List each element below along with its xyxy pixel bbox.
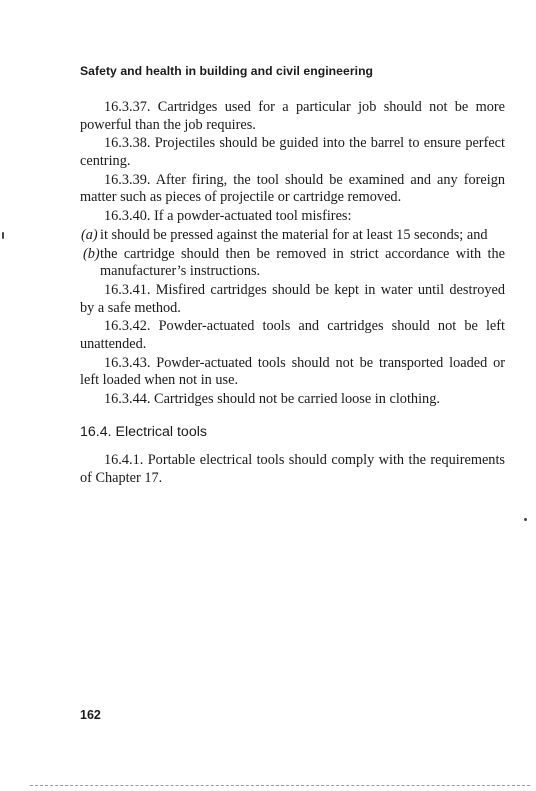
list-item-text: it should be pressed against the material for at least 15 seconds; and <box>100 226 488 243</box>
list-item-a <box>80 227 505 245</box>
list-item-label: (a) <box>81 226 98 243</box>
paragraph-16-3-43: 16.3.43. Powder-actuated tools should not be transported loaded or left loaded when not in use. <box>80 354 505 389</box>
scan-speck <box>524 518 527 521</box>
paragraph-16-3-44: 16.3.44. Cartridges should not be carried loose in clothing. <box>104 391 440 408</box>
body-text <box>80 99 505 489</box>
paragraph-16-3-37: 16.3.37. Cartridges used for a particular job should not be more powerful than the job requires. <box>80 99 505 133</box>
section-heading: 16.4. Electrical tools <box>80 423 207 440</box>
paragraph-16-3-40: 16.3.40. If a powder-actuated tool misfires: <box>104 208 352 225</box>
page-number: 162 <box>80 708 101 722</box>
list-item-text: the cartridge should then be removed in strict accordance with the manufacturer’s instructions. <box>100 245 505 280</box>
scan-edge-rule <box>30 785 530 786</box>
paragraph-16-4-1: 16.4.1. Portable electrical tools should comply with the requirements of Chapter 17. <box>80 452 505 486</box>
paragraph-16-3-41: 16.3.41. Misfired cartridges should be kept in water until destroyed by a safe method. <box>80 282 505 316</box>
running-head: Safety and health in building and civil engineering <box>80 64 374 78</box>
scan-speck <box>2 232 4 239</box>
paragraph-16-3-39: 16.3.39. After firing, the tool should be examined and any foreign matter such as pieces of projectile or cartridge removed. <box>80 171 505 206</box>
list-item-label: (b) <box>83 245 100 262</box>
paragraph-16-3-38: 16.3.38. Projectiles should be guided into the barrel to ensure perfect centring. <box>80 135 505 169</box>
list-item-b <box>80 246 505 281</box>
paragraph-16-3-42: 16.3.42. Powder-actuated tools and cartridges should not be left unattended. <box>80 318 505 353</box>
